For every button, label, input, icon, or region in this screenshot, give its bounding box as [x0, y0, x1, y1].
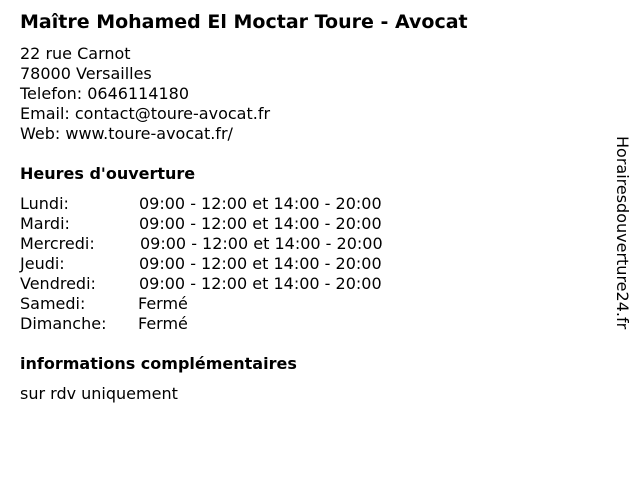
day-label: Lundi: — [20, 194, 69, 213]
website-line: Web: www.toure-avocat.fr/ — [20, 124, 233, 143]
day-label: Dimanche: — [20, 314, 107, 333]
address-block — [20, 44, 270, 144]
opening-hours-heading: Heures d'ouverture — [20, 164, 196, 183]
street-address: 22 rue Carnot — [20, 44, 131, 63]
day-label: Jeudi: — [20, 254, 65, 273]
day-label: Samedi: — [20, 294, 86, 313]
time-value: 09:00 - 12:00 et 14:00 - 20:00 — [139, 194, 382, 213]
time-value: Fermé — [138, 314, 188, 333]
site-watermark: Horairesdouverture24.fr — [613, 136, 632, 330]
phone-line: Telefon: 0646114180 — [20, 84, 190, 103]
time-value: 09:00 - 12:00 et 14:00 - 20:00 — [139, 254, 382, 273]
day-label: Mercredi: — [20, 234, 95, 253]
time-value: 09:00 - 12:00 et 14:00 - 20:00 — [139, 274, 382, 293]
time-value: Fermé — [138, 294, 188, 313]
day-label: Mardi: — [20, 214, 70, 233]
time-value: 09:00 - 12:00 et 14:00 - 20:00 — [140, 234, 383, 253]
page-title: Maître Mohamed El Moctar Toure - Avocat — [20, 11, 468, 33]
additional-info-text: sur rdv uniquement — [20, 384, 178, 403]
postal-city: 78000 Versailles — [20, 64, 152, 83]
time-value: 09:00 - 12:00 et 14:00 - 20:00 — [139, 214, 382, 233]
additional-info-heading: informations complémentaires — [20, 354, 297, 373]
day-label: Vendredi: — [20, 274, 96, 293]
email-line: Email: contact@toure-avocat.fr — [20, 104, 271, 123]
